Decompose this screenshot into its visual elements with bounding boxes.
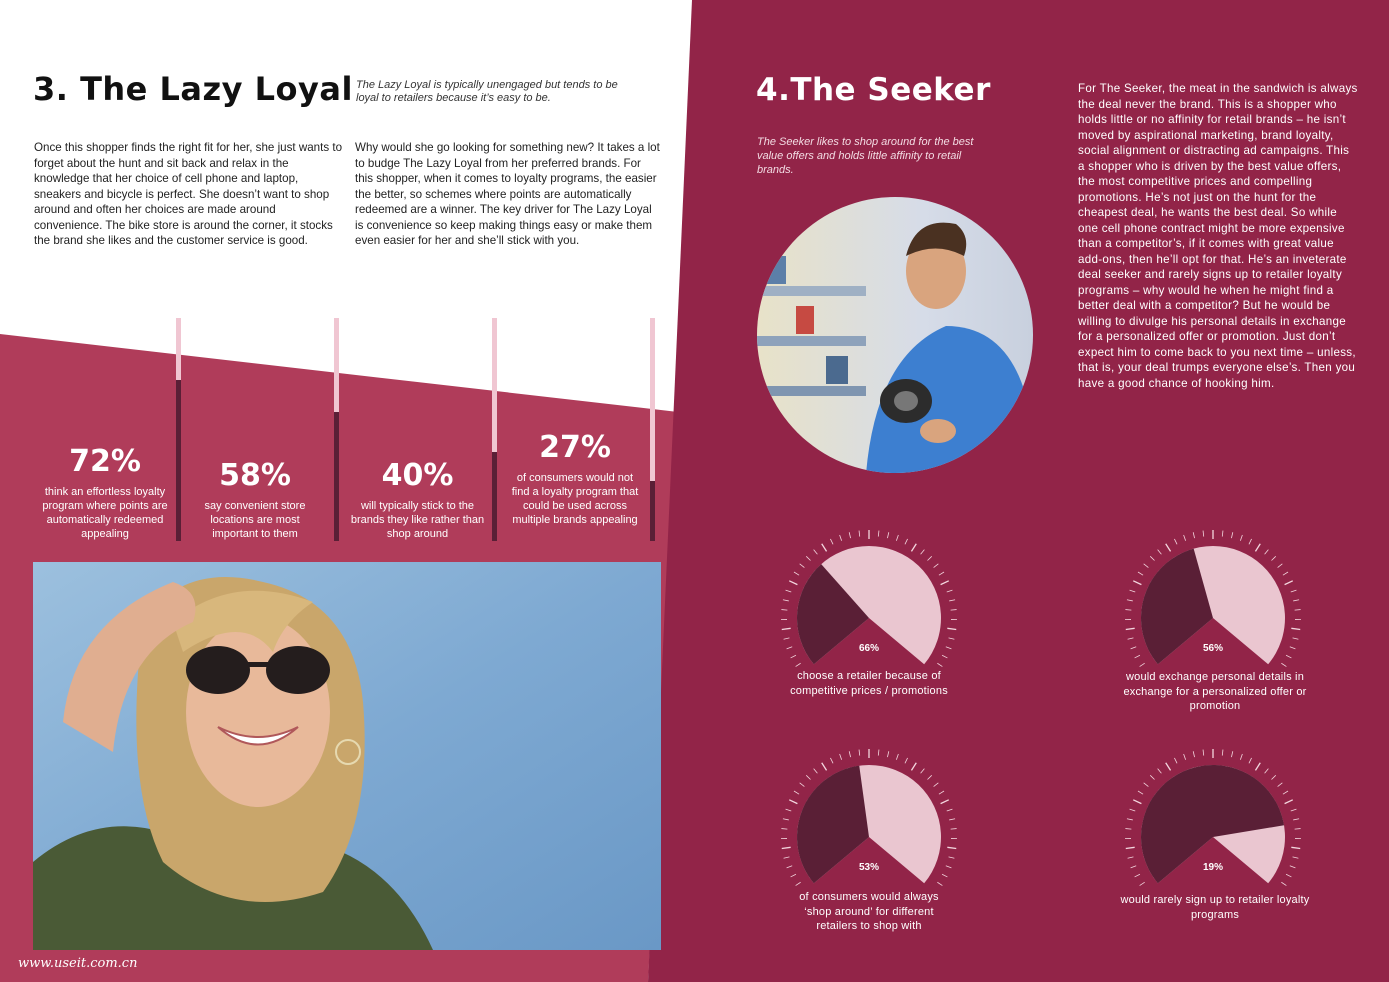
lazy-loyal-paragraph-1: Once this shopper finds the right fit for her, she just wants to forget about the hunt and sit back and relax in the knowledge that her choice of cell phone and laptop, sneakers and bicycle is perfect. She doesn’t want to shop around and often her choices are made around convenience. The bike store is around the corner, it stocks the brand she likes and the customer service is good. [34,141,343,247]
stat-text: of consumers would not find a loyalty program that could be used across multiple brands appealing [511,472,639,526]
lazy-loyal-tagline: The Lazy Loyal is typically unengaged but tends to be loyal to retailers because it’s easy to be. [356,79,618,104]
gauge-tick [1286,874,1291,877]
stat-bar-fill [492,452,497,541]
gauge-tick [1240,535,1242,541]
gauge-tick [796,663,801,666]
gauge-tick [1290,866,1296,868]
gauge-tick [1285,800,1293,804]
gauge-tick [840,754,842,760]
stat-text: think an effortless loyalty program where points are automatically redeemed appealing [42,486,168,540]
stat-block [345,458,490,541]
gauge-tick [947,847,956,848]
gauge-tick [887,751,888,757]
gauge-tick [878,750,879,756]
gauge-caption: of consumers would always ‘shop around’ for different retailers to shop with [799,891,939,932]
gauge-tick [1231,751,1232,757]
gauge-tick [1174,758,1177,763]
gauge-tick [1290,647,1296,649]
gauge-tick [1285,581,1293,585]
stat-block [505,430,645,527]
gauge-tick [1255,544,1260,552]
gauge-tick [1278,783,1283,787]
gauge-tick [796,882,801,885]
gauge-tick [1150,775,1154,779]
gauge-tick [939,572,944,575]
gauge-tick [949,600,955,601]
gauge-tick [1193,532,1194,538]
gauge-tick [934,564,939,568]
gauge-tick [1138,572,1143,575]
gauge-tick [806,775,810,779]
gauge-tick [1150,556,1154,560]
gauge-tick [1240,754,1242,760]
gauge-tick [911,544,916,552]
gauge-tick [947,590,953,592]
gauge-tick [1293,600,1299,601]
gauge-tick [1133,581,1141,585]
gauge-tick [1283,572,1288,575]
stat-bar-track [492,318,497,452]
gauge-tick [1125,829,1131,830]
gauge-tick [794,791,799,794]
stat-value: 40% [381,458,454,493]
gauge-tick [1281,663,1286,666]
gauge-tick [1140,663,1145,666]
gauge-tick [1265,550,1269,555]
gauge-tick [1126,628,1135,629]
gauge-tick [786,590,792,592]
lazy-loyal-paragraph-2: Why would she go looking for something new? It takes a lot to budge The Lazy Loyal from her preferred brands. For this shopper, when it comes to loyalty programs, the easier the better, so schemes where points are automatically redeemed are a winner. The key driver for The Lazy Loyal is convenience so keep making things easy or make them even easier for her and she’ll stick with you. [355,141,660,247]
gauge-tick [1127,819,1133,820]
gauge-percent: 19% [1202,862,1223,873]
gauge-tick [1158,550,1162,555]
gauge-tick [1158,769,1162,774]
gauge-tick [1291,809,1297,811]
gauge-tick [1193,751,1194,757]
gauge-tick [1130,809,1136,811]
gauge-tick [949,857,955,858]
gauge-tick [1291,847,1300,848]
gauge-tick [1249,758,1252,763]
gauge-tick [911,763,916,771]
stat-bar-track [334,318,339,412]
gauge-tick [1144,783,1149,787]
gauge-tick [1249,539,1252,544]
gauge-caption: would rarely sign up to retailer loyalty programs [1120,894,1310,921]
gauge-tick [800,783,805,787]
gauge-tick [830,539,833,544]
stat-block [30,444,180,541]
gauge-tick [1184,754,1186,760]
gauge-tick [1131,647,1137,649]
gauge-tick [1293,638,1299,639]
gauge-tick [1286,655,1291,658]
gauge-tick [1283,791,1288,794]
gauge-tick [1278,564,1283,568]
gauge-tick [1203,750,1204,756]
gauge-tick [783,819,789,820]
gauge-tick [849,532,850,538]
stat-bar-track [650,318,655,481]
gauge-tick [1133,800,1141,804]
gauge-tick [859,750,860,756]
gauge-tick [1293,819,1299,820]
gauge-tick [781,610,787,611]
stat-bar-fill [334,412,339,541]
watermark: www.useit.com.cn [18,956,138,971]
gauge-tick [1291,590,1297,592]
gauge-tick [941,800,949,804]
gauge-tick [1231,532,1232,538]
gauge-tick [934,783,939,787]
gauge-tick [822,544,827,552]
lazy-loyal-title: 3. The Lazy Loyal [33,70,353,108]
gauge-percent: 66% [858,643,879,654]
gauge-tick [791,874,796,877]
gauge-tick [1222,750,1223,756]
gauge-tick [942,655,947,658]
gauge-tick [942,874,947,877]
gauge-tick [781,829,787,830]
gauge-tick [1271,775,1275,779]
gauge-tick [1130,590,1136,592]
gauge-tick [1295,610,1301,611]
gauge-tick [921,550,925,555]
gauge-tick [1184,535,1186,541]
gauge-tick [1135,655,1140,658]
gauge-tick [822,763,827,771]
gauge-tick [951,829,957,830]
gauge-tick [949,638,955,639]
gauge-tick [939,791,944,794]
stat-block [190,458,320,541]
gauge-tick [786,809,792,811]
gauge-tick [896,535,898,541]
gauge-tick [800,564,805,568]
gauge-tick [896,754,898,760]
gauge-tick [1222,531,1223,537]
gauge-tick [937,882,942,885]
gauge-tick [921,769,925,774]
gauge-tick [1131,866,1137,868]
gauge-tick [806,556,810,560]
gauge-tick [1291,628,1300,629]
stat-text: will typically stick to the brands they like rather than shop around [350,500,485,540]
gauge-tick [830,758,833,763]
gauge-tick [941,581,949,585]
gauge-tick [1271,556,1275,560]
gauge-tick [1144,564,1149,568]
gauge-tick [789,800,797,804]
gauge-tick [951,610,957,611]
gauge-tick [849,751,850,757]
gauge-tick [784,638,790,639]
gauge-tick [1138,791,1143,794]
gauge-tick [1174,539,1177,544]
stat-value: 72% [69,444,141,479]
gauge-tick [1128,857,1134,858]
gauge-tick [814,550,818,555]
man-shopping-photo [756,196,1034,474]
gauge-tick [791,655,796,658]
gauge-percent: 56% [1202,643,1223,654]
stat-bar-track [176,318,181,380]
gauge-tick [1265,769,1269,774]
gauge-tick [814,769,818,774]
gauge-tick [789,581,797,585]
gauge-tick [1127,600,1133,601]
gauge-tick [840,535,842,541]
gauge-tick [878,531,879,537]
gauge-tick [905,539,908,544]
gauge-caption: choose a retailer because of competitive prices / promotions [790,670,948,697]
woman-sunglasses-photo [33,562,661,950]
gauge-tick [1166,544,1171,552]
gauge-tick [937,663,942,666]
gauge-tick [887,532,888,538]
gauge-percent: 53% [858,862,879,873]
gauge-tick [947,628,956,629]
gauge-tick [905,758,908,763]
gauge-tick [927,775,931,779]
gauge-tick [1203,531,1204,537]
gauge-tick [1140,882,1145,885]
stat-text: say convenient store locations are most important to them [204,500,306,540]
gauge-tick [1293,857,1299,858]
gauge-tick [787,647,793,649]
seeker-tagline: The Seeker likes to shop around for the best value offers and holds little affinity to retail brands. [757,136,974,176]
seeker-body: For The Seeker, the meat in the sandwich is always the deal never the brand. This is a shopper who holds little or no affinity for retail brands – he isn’t moved by aspirational marketing, brand loyalty, social alignment or distracting ad campaigns. This a shopper who is driven by the best value offers, the most competitive prices and compelling promotions. He’s not just on the hunt for the cheapest deal, he wants the best deal. So while one cell phone contract might be more expensive than a competitor’s, if it comes with great value add-ons, then he’ll opt for that. He’s an inveterate deal seeker and rarely signs up to retailer loyalty programs – why would he when he might find a better deal with a competitor? But he would be willing to divulge his personal details in exchange for a personalized offer or promotion. Just don’t expect him to come back to you next time – unless, that is, your deal trumps everyone else’s. Then you have a good chance of hooking him. [1078,82,1358,390]
gauge-tick [794,572,799,575]
gauge-tick [782,628,791,629]
gauge-tick [1166,763,1171,771]
gauge-tick [947,809,953,811]
gauge-tick [1255,763,1260,771]
gauge-tick [927,556,931,560]
gauge-tick [949,819,955,820]
gauge-tick [784,857,790,858]
gauge-tick [859,531,860,537]
gauge-caption: would exchange personal details in exchange for a personalized offer or promotion [1123,671,1307,712]
gauge-tick [1281,882,1286,885]
gauge-tick [1135,874,1140,877]
seeker-title: 4.The Seeker [756,72,991,108]
gauge-tick [946,647,952,649]
gauge-tick [1125,610,1131,611]
stat-bar-fill [650,481,655,541]
gauge-tick [1128,638,1134,639]
gauge-tick [787,866,793,868]
gauge-tick [782,847,791,848]
stat-value: 58% [219,458,291,493]
gauge-tick [1126,847,1135,848]
gauge-tick [946,866,952,868]
gauge-tick [783,600,789,601]
gauge-tick [1295,829,1301,830]
stat-value: 27% [539,430,611,465]
